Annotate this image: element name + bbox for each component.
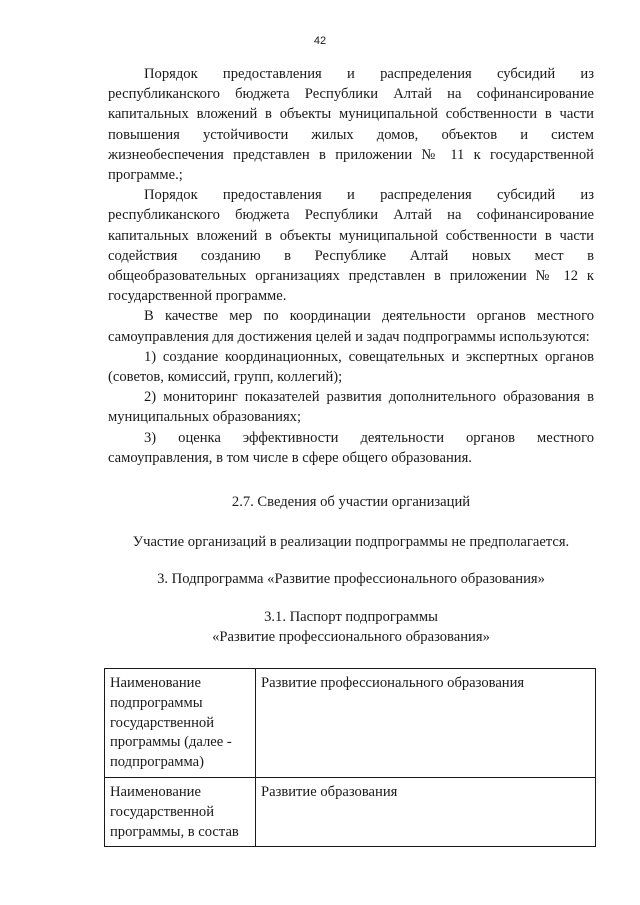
section-heading-3: 3. Подпрограмма «Развитие профессионального образования» bbox=[157, 571, 545, 588]
list-item-2: 2) мониторинг показателей развития дополнительного образования в муниципальных образованиях; bbox=[108, 389, 594, 426]
body-text bbox=[108, 64, 594, 647]
list-item-1: 1) создание координационных, совещательных и экспертных органов (советов, комиссий, групп, коллегий); bbox=[108, 348, 594, 386]
table-cell-value: Развитие профессионального образования bbox=[256, 669, 596, 778]
table-cell-label: Наименование подпрограммы государственной программы (далее - подпрограмма) bbox=[105, 669, 256, 778]
passport-heading-line2: «Развитие профессионального образования» bbox=[212, 628, 490, 645]
table-row bbox=[105, 777, 596, 846]
table-cell-value: Развитие образования bbox=[256, 777, 596, 846]
paragraph-subsidy-order-12: Порядок предоставления и распределения субсидий из республиканского бюджета Республики Алтай на софинансирование капитальных вложений в объекты муниципальной собственности в части содействия созданию в Республике Алтай новых мест в общеобразовательных организациях представлен в приложении № 12 к государственной программе. bbox=[108, 187, 594, 305]
page-number: 42 bbox=[313, 35, 327, 47]
section-heading-2-7: 2.7. Сведения об участии организаций bbox=[231, 494, 471, 511]
paragraph-subsidy-order-11: Порядок предоставления и распределения субсидий из республиканского бюджета Республики Алтай на софинансирование капитальных вложений в объекты муниципальной собственности в части повышения устойчивости жилых домов, объектов и систем жизнеобеспечения представлен в приложении № 11 к государственной программе.; bbox=[108, 66, 594, 184]
paragraph-coordination-measures: В качестве мер по координации деятельности органов местного самоуправления для достижения целей и задач подпрограммы используются: bbox=[108, 308, 594, 345]
list-item-3: 3) оценка эффективности деятельности органов местного самоуправления, в том числе в сфере общего образования. bbox=[108, 429, 594, 466]
passport-heading-line1: 3.1. Паспорт подпрограммы bbox=[264, 608, 438, 625]
paragraph-participation: Участие организаций в реализации подпрограммы не предполагается. bbox=[132, 534, 570, 551]
passport-table bbox=[104, 668, 596, 847]
table-row bbox=[105, 669, 596, 778]
section-heading-3-1 bbox=[108, 607, 594, 647]
table-cell-label: Наименование государственной программы, в состав bbox=[105, 777, 256, 846]
